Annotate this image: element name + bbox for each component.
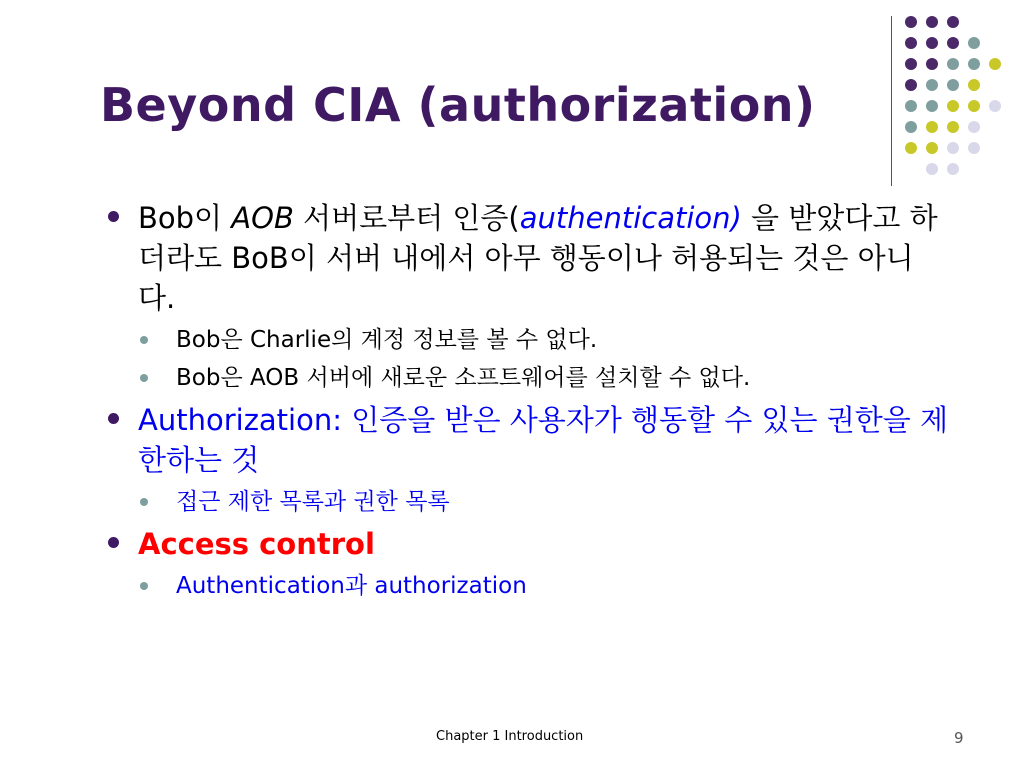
decorative-dot: [947, 79, 959, 91]
decorative-dot: [947, 121, 959, 133]
decorative-dot: [968, 37, 980, 49]
decorative-dot: [926, 58, 938, 70]
bullet-text-segment: Bob: [138, 201, 195, 235]
bullet-text: Access control: [138, 527, 375, 561]
decorative-dot: [968, 100, 980, 112]
bullet-item: [100, 198, 950, 318]
decorative-dot: [947, 16, 959, 28]
bullet-item: [100, 524, 950, 564]
decorative-dot: [926, 142, 938, 154]
decorative-dot: [905, 16, 917, 28]
sub-bullet-item: [100, 486, 950, 518]
sub-bullet-item: [100, 324, 950, 356]
bullet-dot-icon: [108, 413, 119, 424]
bullet-text-segment: authentication): [519, 201, 742, 235]
sub-bullet-dot-icon: [140, 374, 148, 382]
decorative-dot: [968, 58, 980, 70]
bullet-text-segment: BoB: [231, 241, 289, 275]
bullet-dot-icon: [108, 211, 119, 222]
decorative-dot: [968, 79, 980, 91]
slide-body: [100, 198, 950, 608]
bullet-text-segment: 을 받았다고 하더라도: [138, 201, 938, 275]
sub-bullet-text: Bob은 Charlie의 계정 정보를 볼 수 없다.: [176, 327, 598, 353]
decorative-dot: [926, 79, 938, 91]
sub-bullet-dot-icon: [140, 582, 148, 590]
decorative-dot: [905, 142, 917, 154]
decorative-dot: [968, 121, 980, 133]
decorative-dot: [989, 58, 1001, 70]
decorative-dot: [905, 58, 917, 70]
sub-bullet-text: 접근 제한 목록과 권한 목록: [176, 489, 450, 515]
decorative-dot-grid: [905, 16, 1015, 166]
decorative-dot: [905, 121, 917, 133]
bullet-text-segment: AOB: [231, 201, 294, 235]
sub-bullet-item: [100, 362, 950, 394]
bullet-dot-icon: [108, 537, 119, 548]
slide-title: Beyond CIA (authorization): [100, 78, 816, 132]
bullet-text-segment: 이 서버 내에서 아무 행동이나 허용되는 것은 아니다.: [138, 241, 914, 315]
decorative-dot: [947, 142, 959, 154]
bullet-text: Authorization: 인증을 받은 사용자가 행동할 수 있는 권한을 제한하는 것: [138, 403, 949, 477]
decorative-dot: [926, 100, 938, 112]
decorative-dot: [926, 16, 938, 28]
sub-bullet-dot-icon: [140, 336, 148, 344]
bullet-item: [100, 400, 950, 480]
sub-bullet-dot-icon: [140, 498, 148, 506]
decorative-dot: [947, 58, 959, 70]
sub-bullet-item: [100, 570, 950, 602]
decorative-dot: [947, 163, 959, 175]
decorative-dot: [926, 163, 938, 175]
bullet-text-segment: 서버로부터 인증(: [293, 201, 520, 235]
footer-chapter-label: Chapter 1 Introduction: [436, 729, 584, 744]
decorative-dot: [989, 100, 1001, 112]
decorative-dot: [926, 121, 938, 133]
sub-bullet-text: Authentication과 authorization: [176, 573, 527, 599]
decorative-dot: [968, 142, 980, 154]
bullet-text-segment: 이: [194, 201, 232, 235]
decorative-dot: [947, 100, 959, 112]
decorative-dot: [905, 100, 917, 112]
sub-bullet-text: Bob은 AOB 서버에 새로운 소프트웨어를 설치할 수 없다.: [176, 365, 751, 391]
title-divider-line: [891, 16, 892, 186]
decorative-dot: [905, 79, 917, 91]
decorative-dot: [926, 37, 938, 49]
page-number: 9: [954, 729, 964, 747]
decorative-dot: [905, 37, 917, 49]
decorative-dot: [947, 37, 959, 49]
